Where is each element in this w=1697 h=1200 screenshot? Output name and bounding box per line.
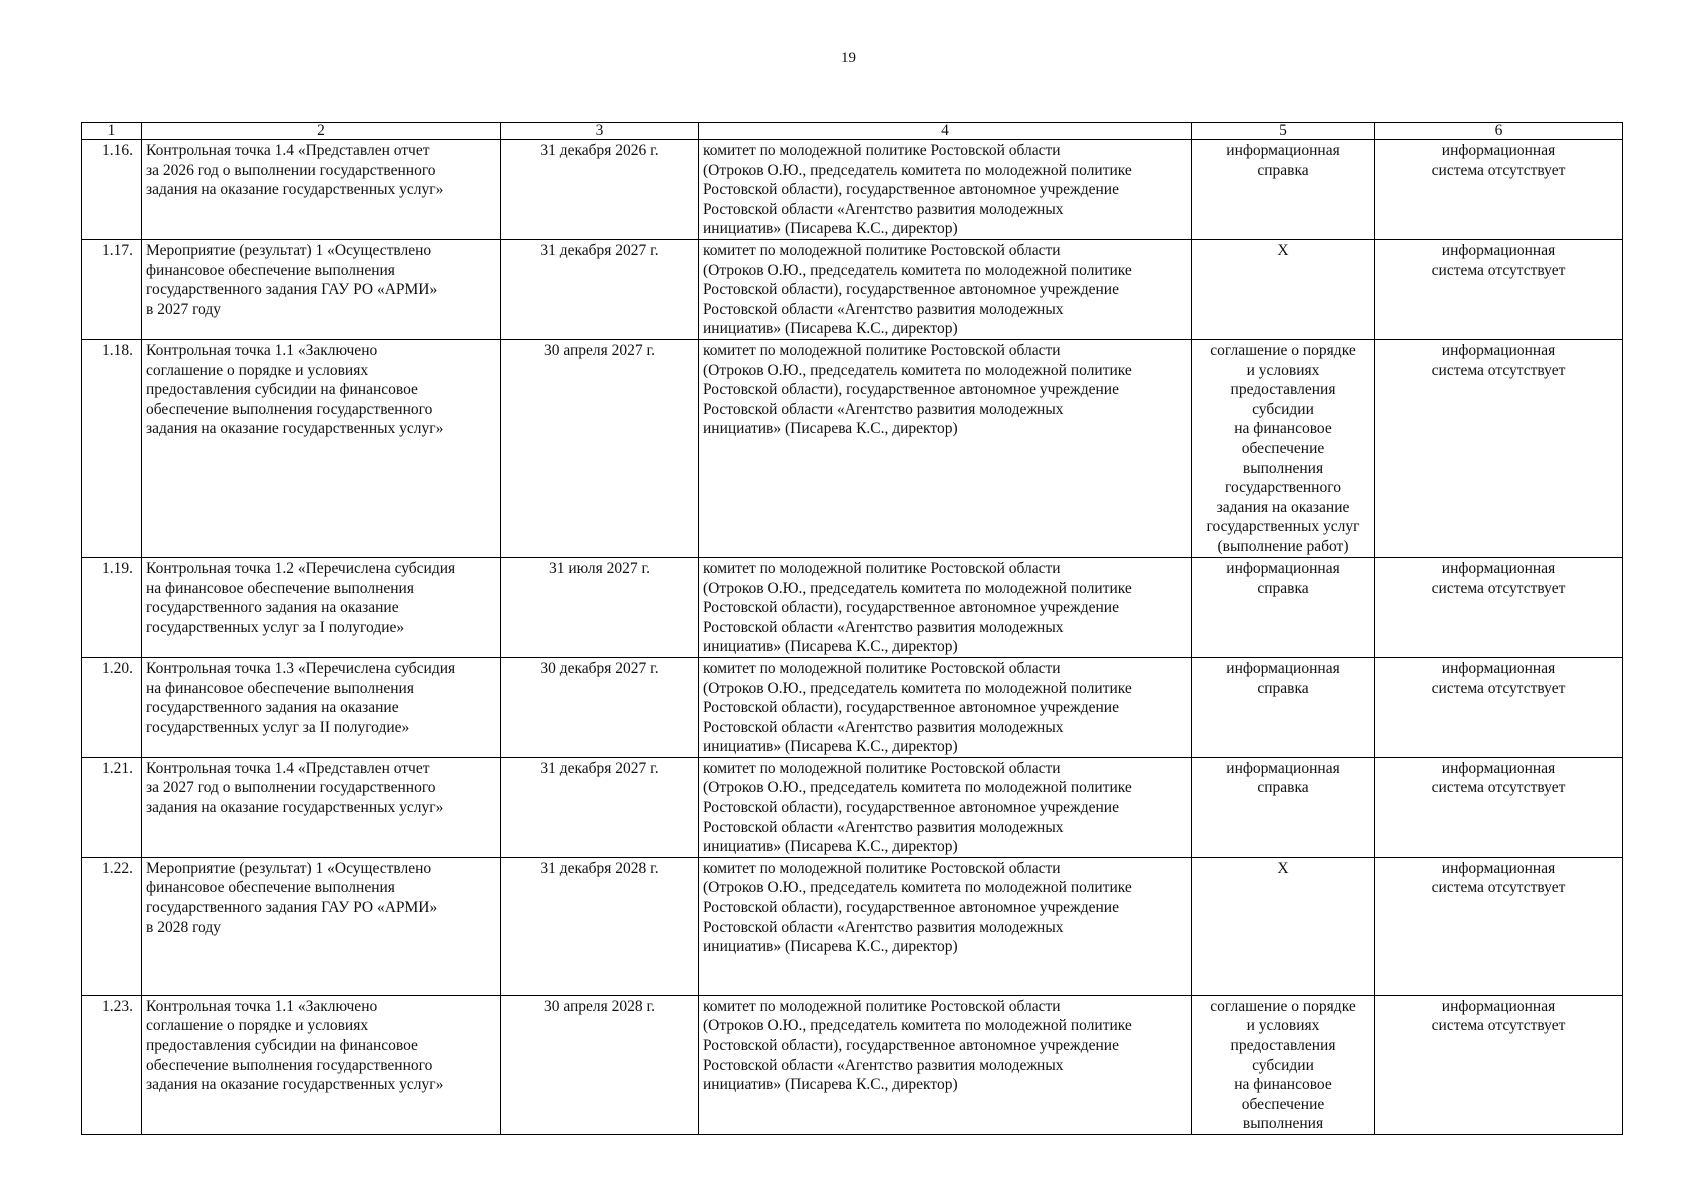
desc-line: государственного задания ГАУ РО «АРМИ» [146, 899, 438, 917]
column-header: 5 [1192, 123, 1375, 140]
doc-line: субсидии [1252, 1056, 1314, 1074]
resp-line: инициатив» (Писарева К.С., директор) [703, 420, 958, 438]
sys-line: информационная [1441, 759, 1556, 777]
resp-line: комитет по молодежной политике Ростовской области [703, 559, 1061, 577]
doc-line: государственных услуг [1206, 518, 1360, 536]
resp-line: (Отроков О.Ю., председатель комитета по молодежной политике [703, 779, 1132, 797]
column-header: 3 [501, 123, 699, 140]
row-number: 1.18. [82, 339, 142, 557]
desc-line: Контрольная точка 1.2 «Перечислена субсидия [146, 559, 456, 577]
resp-line: Ростовской области), государственное автономное учреждение [703, 799, 1119, 817]
resp-line: Ростовской области), государственное автономное учреждение [703, 899, 1119, 917]
resp-line: комитет по молодежной политике Ростовской области [703, 341, 1061, 359]
resp-line: инициатив» (Писарева К.С., директор) [703, 638, 958, 656]
doc-line: предоставления [1230, 1037, 1336, 1055]
doc-line: субсидии [1252, 400, 1314, 418]
doc-line: информационная [1226, 559, 1340, 577]
row-number: 1.21. [82, 757, 142, 857]
doc-line: Х [1277, 241, 1289, 259]
table-row [82, 757, 1623, 857]
desc-line: Мероприятие (результат) 1 «Осуществлено [146, 859, 432, 877]
desc-line: Контрольная точка 1.1 «Заключено [146, 341, 378, 359]
column-number-row [82, 123, 1623, 140]
column-header: 4 [699, 123, 1192, 140]
desc-line: на финансовое обеспечение выполнения [146, 579, 414, 597]
desc-line: государственного задания на оказание [146, 599, 399, 617]
sys-line: система отсутствует [1431, 679, 1566, 697]
desc-line: в 2027 году [146, 300, 221, 318]
event-description [142, 857, 501, 995]
resp-line: инициатив» (Писарева К.С., директор) [703, 838, 958, 856]
desc-line: Мероприятие (результат) 1 «Осуществлено [146, 241, 432, 259]
confirming-document [1192, 657, 1375, 757]
information-system [1375, 140, 1623, 240]
desc-line: предоставления субсидии на финансовое [146, 1037, 418, 1055]
desc-line: государственных услуг за I полугодие» [146, 618, 405, 636]
information-system [1375, 339, 1623, 557]
sys-line: система отсутствует [1431, 779, 1566, 797]
sys-line: система отсутствует [1431, 261, 1566, 279]
responsible-executor [699, 339, 1192, 557]
confirming-document [1192, 557, 1375, 657]
resp-line: (Отроков О.Ю., председатель комитета по молодежной политике [703, 679, 1132, 697]
desc-line: финансовое обеспечение выполнения [146, 879, 395, 897]
desc-line: Контрольная точка 1.3 «Перечислена субсидия [146, 659, 456, 677]
resp-line: инициатив» (Писарева К.С., директор) [703, 320, 958, 338]
desc-line: Контрольная точка 1.1 «Заключено [146, 997, 378, 1015]
confirming-document [1192, 339, 1375, 557]
resp-line: (Отроков О.Ю., председатель комитета по молодежной политике [703, 361, 1132, 379]
desc-line: государственного задания ГАУ РО «АРМИ» [146, 281, 438, 299]
event-description [142, 339, 501, 557]
resp-line: комитет по молодежной политике Ростовской области [703, 997, 1061, 1015]
resp-line: инициатив» (Писарева К.С., директор) [703, 938, 958, 956]
doc-line: предоставления [1230, 381, 1336, 399]
doc-line: информационная [1226, 759, 1340, 777]
desc-line: Контрольная точка 1.4 «Представлен отчет [146, 142, 430, 159]
page-number: 19 [841, 50, 856, 66]
column-header: 1 [82, 123, 142, 140]
confirming-document [1192, 757, 1375, 857]
event-description [142, 239, 501, 339]
sys-line: информационная [1441, 997, 1556, 1015]
row-number: 1.19. [82, 557, 142, 657]
event-description [142, 557, 501, 657]
sys-line: система отсутствует [1431, 1017, 1566, 1035]
resp-line: Ростовской области «Агентство развития молодежных [703, 618, 1064, 636]
row-number: 1.20. [82, 657, 142, 757]
table-row [82, 995, 1623, 1134]
resp-line: Ростовской области «Агентство развития молодежных [703, 300, 1064, 318]
sys-line: система отсутствует [1431, 361, 1566, 379]
confirming-document [1192, 239, 1375, 339]
row-number: 1.22. [82, 857, 142, 995]
information-system [1375, 657, 1623, 757]
desc-line: предоставления субсидии на финансовое [146, 381, 418, 399]
doc-line: справка [1257, 579, 1309, 597]
doc-line: информационная [1226, 659, 1340, 677]
information-system [1375, 757, 1623, 857]
row-number: 1.16. [82, 140, 142, 240]
table-row [82, 140, 1623, 240]
doc-line: и условиях [1246, 1017, 1320, 1035]
row-number: 1.17. [82, 239, 142, 339]
information-system [1375, 239, 1623, 339]
sys-line: информационная [1441, 341, 1556, 359]
information-system [1375, 857, 1623, 995]
doc-line: информационная [1226, 142, 1340, 159]
doc-line: Х [1277, 859, 1289, 877]
resp-line: (Отроков О.Ю., председатель комитета по молодежной политике [703, 261, 1132, 279]
plan-table [81, 122, 1623, 1135]
resp-line: комитет по молодежной политике Ростовской области [703, 659, 1061, 677]
desc-line: государственных услуг за II полугодие» [146, 718, 410, 736]
resp-line: Ростовской области «Агентство развития молодежных [703, 718, 1064, 736]
doc-line: обеспечение [1241, 1095, 1325, 1113]
desc-line: за 2027 год о выполнении государственного [146, 779, 436, 797]
table-row [82, 339, 1623, 557]
resp-line: комитет по молодежной политике Ростовской области [703, 759, 1061, 777]
doc-line: соглашение о порядке [1210, 341, 1356, 359]
information-system [1375, 995, 1623, 1134]
table-row [82, 657, 1623, 757]
resp-line: Ростовской области), государственное автономное учреждение [703, 1037, 1119, 1055]
resp-line: Ростовской области), государственное автономное учреждение [703, 599, 1119, 617]
sys-line: информационная [1441, 241, 1556, 259]
desc-line: соглашение о порядке и условиях [146, 361, 369, 379]
resp-line: (Отроков О.Ю., председатель комитета по молодежной политике [703, 579, 1132, 597]
doc-line: соглашение о порядке [1210, 997, 1356, 1015]
confirming-document [1192, 140, 1375, 240]
due-date: 30 апреля 2027 г. [501, 339, 699, 557]
sys-line: система отсутствует [1431, 161, 1566, 179]
resp-line: инициатив» (Писарева К.С., директор) [703, 738, 958, 756]
sys-line: информационная [1441, 142, 1556, 159]
sys-line: информационная [1441, 859, 1556, 877]
event-description [142, 657, 501, 757]
due-date: 31 декабря 2028 г. [501, 857, 699, 995]
doc-line: и условиях [1246, 361, 1320, 379]
desc-line: задания на оказание государственных услуг» [146, 799, 444, 817]
desc-line: государственного задания на оказание [146, 699, 399, 717]
desc-line: задания на оказание государственных услуг» [146, 181, 444, 199]
event-description [142, 140, 501, 240]
desc-line: задания на оказание государственных услуг» [146, 1076, 444, 1094]
desc-line: в 2028 году [146, 918, 221, 936]
resp-line: инициатив» (Писарева К.С., директор) [703, 1076, 958, 1094]
due-date: 31 декабря 2027 г. [501, 239, 699, 339]
desc-line: задания на оказание государственных услуг» [146, 420, 444, 438]
desc-line: обеспечение выполнения государственного [146, 400, 433, 418]
resp-line: комитет по молодежной политике Ростовской области [703, 859, 1061, 877]
event-description [142, 757, 501, 857]
column-header: 6 [1375, 123, 1623, 140]
due-date: 30 апреля 2028 г. [501, 995, 699, 1134]
row-number: 1.23. [82, 995, 142, 1134]
resp-line: (Отроков О.Ю., председатель комитета по молодежной политике [703, 1017, 1132, 1035]
table-row [82, 857, 1623, 995]
desc-line: соглашение о порядке и условиях [146, 1017, 369, 1035]
resp-line: Ростовской области «Агентство развития молодежных [703, 818, 1064, 836]
responsible-executor [699, 857, 1192, 995]
resp-line: Ростовской области «Агентство развития молодежных [703, 918, 1064, 936]
resp-line: (Отроков О.Ю., председатель комитета по молодежной политике [703, 879, 1132, 897]
resp-line: комитет по молодежной политике Ростовской области [703, 241, 1061, 259]
due-date: 31 декабря 2026 г. [501, 140, 699, 240]
doc-line: справка [1257, 679, 1309, 697]
resp-line: комитет по молодежной политике Ростовской области [703, 142, 1061, 159]
responsible-executor [699, 995, 1192, 1134]
resp-line: Ростовской области), государственное автономное учреждение [703, 699, 1119, 717]
doc-line: на финансовое [1234, 420, 1332, 438]
sys-line: информационная [1441, 659, 1556, 677]
resp-line: инициатив» (Писарева К.С., директор) [703, 220, 958, 238]
resp-line: Ростовской области), государственное автономное учреждение [703, 281, 1119, 299]
sys-line: информационная [1441, 559, 1556, 577]
column-header: 2 [142, 123, 501, 140]
due-date: 31 июля 2027 г. [501, 557, 699, 657]
doc-line: обеспечение [1241, 439, 1325, 457]
event-description [142, 995, 501, 1134]
due-date: 31 декабря 2027 г. [501, 757, 699, 857]
table-row [82, 239, 1623, 339]
doc-line: на финансовое [1234, 1076, 1332, 1094]
responsible-executor [699, 657, 1192, 757]
responsible-executor [699, 239, 1192, 339]
doc-line: справка [1257, 161, 1309, 179]
confirming-document [1192, 995, 1375, 1134]
responsible-executor [699, 557, 1192, 657]
table-row [82, 557, 1623, 657]
doc-line: (выполнение работ) [1217, 537, 1349, 555]
resp-line: Ростовской области), государственное автономное учреждение [703, 181, 1119, 199]
resp-line: (Отроков О.Ю., председатель комитета по молодежной политике [703, 161, 1132, 179]
doc-line: государственного [1225, 479, 1341, 497]
sys-line: система отсутствует [1431, 879, 1566, 897]
sys-line: система отсутствует [1431, 579, 1566, 597]
desc-line: обеспечение выполнения государственного [146, 1056, 433, 1074]
doc-line: справка [1257, 779, 1309, 797]
resp-line: Ростовской области «Агентство развития молодежных [703, 1056, 1064, 1074]
confirming-document [1192, 857, 1375, 995]
due-date: 30 декабря 2027 г. [501, 657, 699, 757]
information-system [1375, 557, 1623, 657]
resp-line: Ростовской области), государственное автономное учреждение [703, 381, 1119, 399]
doc-line: выполнения [1242, 459, 1324, 477]
doc-line: задания на оказание [1216, 498, 1350, 516]
desc-line: на финансовое обеспечение выполнения [146, 679, 414, 697]
responsible-executor [699, 757, 1192, 857]
desc-line: за 2026 год о выполнении государственного [146, 161, 436, 179]
resp-line: Ростовской области «Агентство развития молодежных [703, 400, 1064, 418]
responsible-executor [699, 140, 1192, 240]
resp-line: Ростовской области «Агентство развития молодежных [703, 200, 1064, 218]
desc-line: финансовое обеспечение выполнения [146, 261, 395, 279]
desc-line: Контрольная точка 1.4 «Представлен отчет [146, 759, 430, 777]
doc-line: выполнения [1242, 1115, 1324, 1133]
